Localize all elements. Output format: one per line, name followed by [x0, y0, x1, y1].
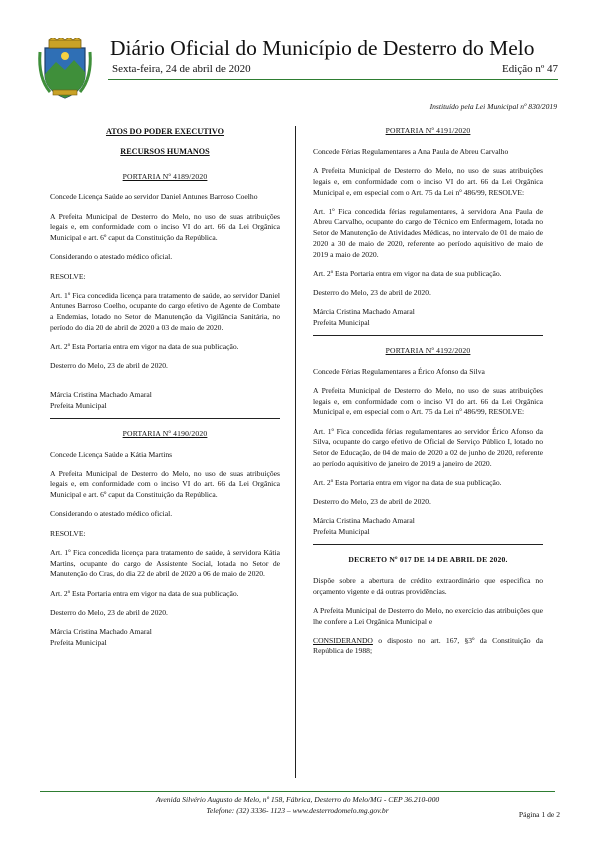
portaria-4190-signer-role: Prefeita Municipal: [50, 637, 107, 647]
portaria-4189-ementa: Concede Licença Saúde ao servidor Daniel Antunes Barroso Coelho: [50, 192, 258, 202]
portaria-4192-ementa: Concede Férias Regulamentares a Érico Afonso da Silva: [313, 366, 485, 376]
portaria-4192-preamble: A Prefeita Municipal de Desterro do Melo, no uso de suas atribuições legais e, em conformidade com o inciso VI do art. 66 da Lei Orgânica Municipal e, em especial com o Art. 75 da Lei nº 486/99, RESOLVE:: [313, 385, 543, 417]
portaria-4191-local-date: Desterro do Melo, 23 de abril de 2020.: [313, 288, 431, 298]
portaria-4189-art1: Art. 1º Fica concedida licença para tratamento de saúde, ao servidor Daniel Antunes Barroso Coelho, ocupante do cargo efetivo de Agente de Combate a Endemias, lotado no Setor de Manutenção da Vigilância Sanitária, no período do dia 20 de abril de 2020 a 03 de maio de 2020.: [50, 290, 280, 333]
issue-number: Edição nº 47: [502, 63, 558, 75]
left-column: [50, 126, 280, 654]
portaria-4190-local-date: Desterro do Melo, 23 de abril de 2020.: [50, 607, 168, 617]
section-separator: [313, 544, 543, 545]
portaria-4189-signer-name: Márcia Cristina Machado Amaral: [50, 390, 152, 400]
portaria-4189-local-date: Desterro do Melo, 23 de abril de 2020.: [50, 361, 168, 371]
municipal-crest-icon: [36, 38, 94, 100]
section-separator: [313, 335, 543, 336]
portaria-4190-signer-name: Márcia Cristina Machado Amaral: [50, 626, 152, 636]
portaria-4192-local-date: Desterro do Melo, 23 de abril de 2020.: [313, 497, 431, 507]
portaria-4191-signer-name: Márcia Cristina Machado Amaral: [313, 307, 415, 317]
portaria-4190-art2: Art. 2º Esta Portaria entra em vigor na data de sua publicação.: [50, 588, 239, 598]
portaria-4190-preamble: A Prefeita Municipal de Desterro do Melo, no uso de suas atribuições legais e, em conformidade com o inciso VI do art. 66 da Lei Orgânica Municipal e art. 6º caput da Constituição da República.: [50, 468, 280, 500]
considerando-label: CONSIDERANDO: [313, 635, 373, 645]
issue-date: Sexta-feira, 24 de abril de 2020: [112, 63, 251, 75]
portaria-4189-art2: Art. 2º Esta Portaria entra em vigor na data de sua publicação.: [50, 342, 239, 352]
portaria-4191-ementa: Concede Férias Regulamentares a Ana Paula de Abreu Carvalho: [313, 146, 509, 156]
considerando-text: o disposto no art. 167, §3º da Constituição da República de 1988;: [313, 635, 543, 656]
header-rule: [108, 79, 558, 80]
section-separator: [50, 418, 280, 419]
decreto-017-considerando: [313, 636, 543, 658]
portaria-4192-signer-role: Prefeita Municipal: [313, 527, 370, 537]
footer-address: Avenida Silvério Augusto de Melo, nº 158, Fábrica, Desterro do Melo/MG - CEP 36.210-000: [155, 795, 440, 804]
portaria-4191-art2: Art. 2º Esta Portaria entra em vigor na data de sua publicação.: [313, 268, 502, 278]
portaria-4189-resolve: RESOLVE:: [50, 271, 86, 281]
column-divider: [295, 126, 296, 778]
footer-contact: Telefone: (32) 3336- 1123 – www.desterrodomelo.mg.gov.br: [206, 806, 389, 815]
decreto-017-preamble: A Prefeita Municipal de Desterro do Melo, no exercício das atribuições que lhe confere a Lei Orgânica Municipal e: [313, 605, 543, 626]
portaria-4191-signer-role: Prefeita Municipal: [313, 318, 370, 328]
portaria-4192-art2: Art. 2º Esta Portaria entra em vigor na data de sua publicação.: [313, 478, 502, 488]
portaria-4190-title: PORTARIA Nº 4190/2020: [122, 428, 208, 438]
portaria-4190-ementa: Concede Licença Saúde a Kátia Martins: [50, 449, 173, 459]
portaria-4191-title: PORTARIA Nº 4191/2020: [385, 126, 471, 135]
portaria-4191-preamble: A Prefeita Municipal de Desterro do Melo, no uso de suas atribuições legais e, em conformidade com o inciso VI do art. 66 da Lei Orgânica Municipal e, em especial com o Art. 75 da Lei nº 486/99, RESOLVE:: [313, 165, 543, 197]
decreto-017-title: DECRETO Nº 017 DE 14 DE ABRIL DE 2020.: [348, 555, 508, 564]
section-heading-executive: ATOS DO PODER EXECUTIVO: [105, 127, 225, 136]
footer-rule: [40, 791, 555, 792]
portaria-4189-preamble: A Prefeita Municipal de Desterro do Melo, no uso de suas atribuições legais e, em conformidade com o inciso VI do art. 66 da Lei Orgânica Municipal e art. 6º caput da Constituição da República.: [50, 211, 280, 243]
portaria-4192-title: PORTARIA Nº 4192/2020: [385, 345, 471, 355]
portaria-4190-resolve: RESOLVE:: [50, 528, 86, 538]
newspaper-title: Diário Oficial do Município de Desterro do Melo: [110, 36, 535, 60]
page-number: Página 1 de 2: [518, 810, 560, 819]
decreto-017-ementa: Dispõe sobre a abertura de crédito extraordinário que especifica no orçamento vigente e dá outras providências.: [313, 575, 543, 596]
portaria-4190-considerando: Considerando o atestado médico oficial.: [50, 509, 173, 519]
portaria-4191-art1: Art. 1º Fica concedida férias regulamentares, à servidora Ana Paula de Abreu Carvalho, ocupante do cargo de Técnico em Enfermagem, lotada no Setor de Manutenção de Atividades Médicas, no intervalo de 01 de maio de 2020 a 30 de maio de 2020, referente ao período aquisitivo de maio de 2019 a maio de 2020.: [313, 206, 543, 259]
institution-note: Instituído pela Lei Municipal nº 830/2019: [429, 102, 557, 111]
portaria-4189-signer-role: Prefeita Municipal: [50, 400, 107, 410]
portaria-4189-considerando: Considerando o atestado médico oficial.: [50, 252, 173, 262]
portaria-4192-signer-name: Márcia Cristina Machado Amaral: [313, 516, 415, 526]
right-column: [313, 126, 543, 666]
portaria-4190-art1: Art. 1º Fica concedida licença para tratamento de saúde, à servidora Kátia Martins, ocupante do cargo de Assistente Social, lotada no Setor de Manutenção do Cras, do dia 22 de abril de 2020 a 06 de maio de 2020.: [50, 547, 280, 579]
portaria-4192-art1: Art. 1º Fica concedida férias regulamentares ao servidor Érico Afonso da Silva, ocupante do cargo efetivo de Oficial de Serviço Público I, lotado no Setor de Educação, de 04 de maio de 2020 a 02 de junho de 2020, referente ao período aquisitivo de janeiro de 2019 a janeiro de 2020.: [313, 426, 543, 468]
portaria-4189-title: PORTARIA Nº 4189/2020: [122, 171, 208, 181]
section-heading-hr: RECURSOS HUMANOS: [120, 147, 210, 157]
